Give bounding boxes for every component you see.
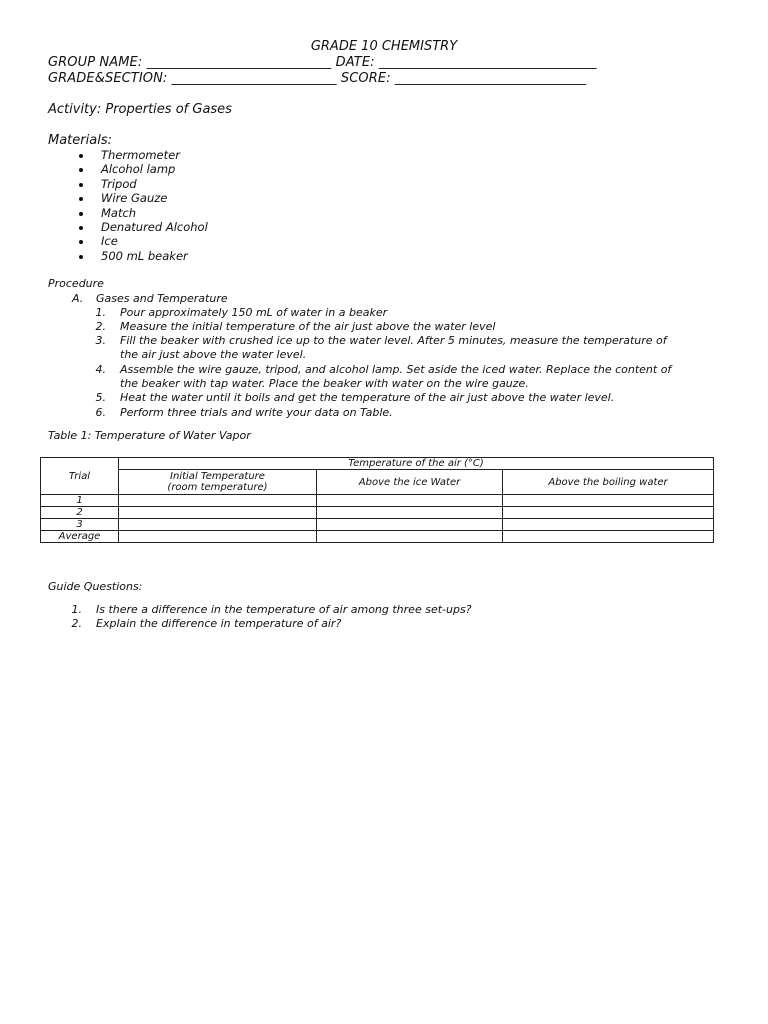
material-item: Match — [76, 206, 208, 220]
initial-temperature-cell[interactable] — [119, 531, 317, 543]
ice-water-header: Above the ice Water — [317, 470, 503, 495]
materials-list — [76, 148, 208, 263]
material-item: 500 mL beaker — [76, 249, 208, 263]
material-item: Thermometer — [76, 148, 208, 162]
trial-label: 3 — [41, 519, 119, 531]
ice-water-cell[interactable] — [317, 531, 503, 543]
material-item: Ice — [76, 234, 208, 248]
question-number: 2. — [71, 617, 82, 630]
boiling-water-cell[interactable] — [503, 507, 714, 519]
initial-temperature-cell[interactable] — [119, 507, 317, 519]
step-number: 2. — [95, 320, 106, 333]
question-number: 1. — [71, 603, 82, 616]
temperature-data-table — [40, 457, 714, 543]
material-item: Denatured Alcohol — [76, 220, 208, 234]
group-name-date-line: GROUP NAME: ____________________________ DATE: _________________________________ — [48, 55, 597, 70]
procedure-heading: Procedure — [48, 277, 104, 290]
table-row — [41, 519, 714, 531]
boiling-water-header: Above the boiling water — [503, 470, 714, 495]
step-text-continued: the beaker with tap water. Place the beaker with water on the wire gauze. — [120, 377, 529, 390]
boiling-water-cell[interactable] — [503, 531, 714, 543]
initial-temperature-header-line1: Initial Temperature — [170, 471, 265, 482]
procedure-section-label: A. — [72, 292, 84, 305]
trial-label: Average — [41, 531, 119, 543]
step-text: Pour approximately 150 mL of water in a beaker — [120, 306, 388, 319]
boiling-water-cell[interactable] — [503, 519, 714, 531]
ice-water-cell[interactable] — [317, 507, 503, 519]
step-text: Fill the beaker with crushed ice up to the water level. After 5 minutes, measure the temperature of — [120, 334, 667, 347]
guide-questions-heading: Guide Questions: — [48, 580, 143, 593]
table-row — [41, 531, 714, 543]
trial-column-header: Trial — [41, 458, 119, 495]
boiling-water-cell[interactable] — [503, 495, 714, 507]
trial-label: 2 — [41, 507, 119, 519]
step-text: Measure the initial temperature of the air just above the water level — [120, 320, 496, 333]
step-number: 4. — [95, 363, 106, 376]
initial-temperature-cell[interactable] — [119, 495, 317, 507]
step-text: Assemble the wire gauze, tripod, and alcohol lamp. Set aside the iced water. Replace the content of — [120, 363, 672, 376]
document-title: GRADE 10 CHEMISTRY — [310, 39, 458, 54]
step-text-continued: the air just above the water level. — [120, 348, 307, 361]
grade-section-score-line: GRADE&SECTION: _________________________ SCORE: _____________________________ — [48, 71, 587, 86]
step-number: 1. — [95, 306, 106, 319]
table-row — [41, 495, 714, 507]
material-item: Tripod — [76, 177, 208, 191]
question-text: Explain the difference in temperature of air? — [96, 617, 342, 630]
air-temperature-group-header: Temperature of the air (°C) — [119, 458, 714, 470]
trial-label: 1 — [41, 495, 119, 507]
procedure-section-title: Gases and Temperature — [96, 292, 228, 305]
step-number: 3. — [95, 334, 106, 347]
step-number: 6. — [95, 406, 106, 419]
initial-temperature-header — [119, 470, 317, 495]
question-text: Is there a difference in the temperature of air among three set-ups? — [96, 603, 472, 616]
table-row — [41, 507, 714, 519]
table-caption: Table 1: Temperature of Water Vapor — [48, 429, 251, 442]
material-item: Alcohol lamp — [76, 162, 208, 176]
initial-temperature-header-line2: (room temperature) — [167, 482, 268, 493]
ice-water-cell[interactable] — [317, 495, 503, 507]
step-text: Heat the water until it boils and get the temperature of the air just above the water level. — [120, 391, 615, 404]
activity-title: Activity: Properties of Gases — [48, 102, 232, 117]
initial-temperature-cell[interactable] — [119, 519, 317, 531]
material-item: Wire Gauze — [76, 191, 208, 205]
step-text: Perform three trials and write your data on Table. — [120, 406, 393, 419]
materials-heading: Materials: — [48, 133, 112, 148]
ice-water-cell[interactable] — [317, 519, 503, 531]
step-number: 5. — [95, 391, 106, 404]
